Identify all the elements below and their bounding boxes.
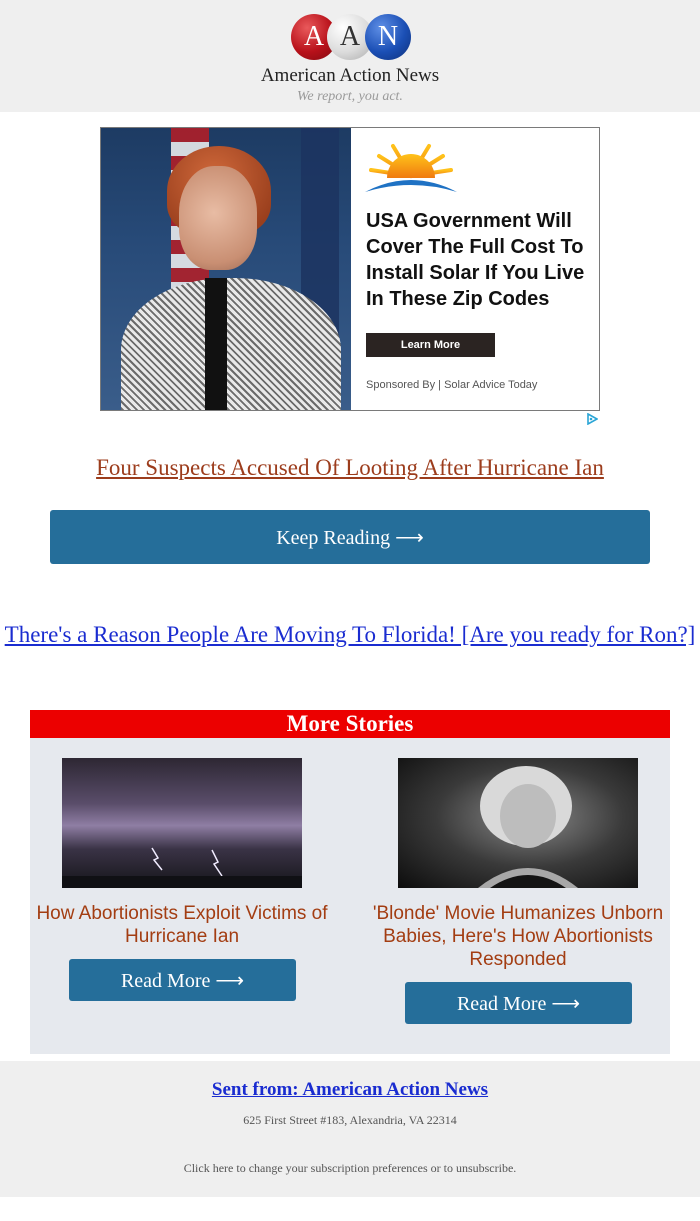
logo-circle-n-blue: N: [365, 14, 411, 60]
story-title-hurricane[interactable]: How Abortionists Exploit Victims of Hurricane Ian: [36, 903, 328, 947]
solar-sun-logo-icon: [363, 138, 459, 198]
ad-sponsor-text: Sponsored By | Solar Advice Today: [366, 379, 538, 391]
person-face: [179, 166, 257, 270]
ad-photo: [101, 128, 351, 410]
story-title-blonde[interactable]: 'Blonde' Movie Humanizes Unborn Babies, Here's How Abortionists Responded: [372, 903, 664, 970]
storm-thumbnail[interactable]: [62, 758, 302, 888]
advertisement-banner[interactable]: [100, 127, 600, 411]
person-jacket: [121, 278, 341, 410]
read-more-button-blonde[interactable]: Read More ⟶: [405, 982, 632, 1024]
more-stories-heading: More Stories: [30, 710, 670, 738]
email-footer: [0, 1061, 700, 1197]
adchoices-icon[interactable]: [586, 413, 598, 425]
read-more-button-hurricane[interactable]: Read More ⟶: [69, 959, 296, 1001]
unsubscribe-link[interactable]: Click here to change your subscription preferences or to unsubscribe.: [183, 1161, 517, 1175]
logo-circle-a-white: A: [327, 14, 373, 60]
lightning-icon: [62, 758, 302, 888]
article-headline-link[interactable]: Four Suspects Accused Of Looting After Hurricane Ian: [96, 455, 604, 480]
mailing-address: 625 First Street #183, Alexandria, VA 22314: [243, 1113, 457, 1127]
brand-name: American Action News: [260, 65, 440, 86]
ad-headline[interactable]: USA Government Will Cover The Full Cost To Install Solar If You Live In These Zip Codes: [366, 210, 585, 310]
portrait-image-icon: [398, 758, 638, 888]
brand-tagline: We report, you act.: [297, 89, 403, 104]
sent-from-link[interactable]: Sent from: American Action News: [211, 1079, 489, 1100]
email-header: [0, 0, 700, 112]
keep-reading-button[interactable]: Keep Reading ⟶: [50, 510, 650, 564]
florida-promo-link[interactable]: There's a Reason People Are Moving To Florida! [Are you ready for Ron?]: [4, 622, 696, 647]
person-collar: [205, 278, 227, 410]
blonde-movie-thumbnail[interactable]: [398, 758, 638, 888]
learn-more-button[interactable]: Learn More: [366, 333, 495, 357]
logo-circle-a-red: A: [291, 14, 337, 60]
more-stories-panel: [30, 738, 670, 1054]
